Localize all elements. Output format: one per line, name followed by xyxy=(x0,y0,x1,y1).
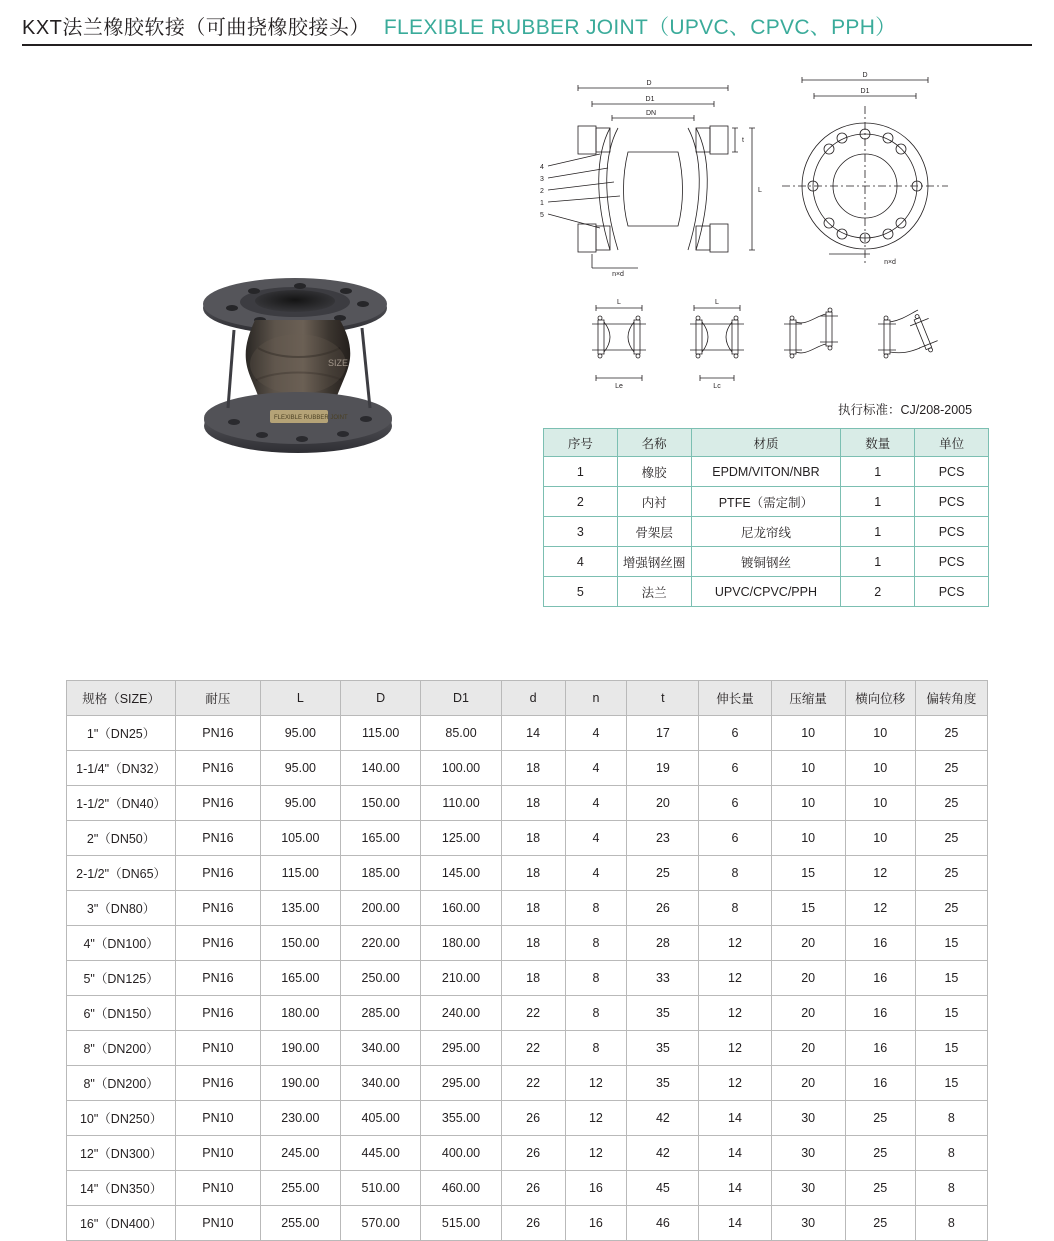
spec-cell-d-small: 18 xyxy=(501,821,565,856)
parts-cell-qty: 1 xyxy=(841,547,915,577)
spec-cell-pressure: PN16 xyxy=(176,996,260,1031)
spec-cell-d1: 355.00 xyxy=(421,1101,501,1136)
spec-header-d-small: d xyxy=(501,681,565,716)
spec-cell-pressure: PN16 xyxy=(176,716,260,751)
spec-cell-compression: 30 xyxy=(771,1206,845,1241)
spec-cell-d-small: 22 xyxy=(501,1031,565,1066)
spec-cell-angular: 8 xyxy=(915,1101,987,1136)
spec-table-body xyxy=(67,716,988,1241)
spec-cell-d1: 460.00 xyxy=(421,1171,501,1206)
svg-text:FLEXIBLE RUBBER JOINT: FLEXIBLE RUBBER JOINT xyxy=(274,415,348,421)
spec-cell-n: 12 xyxy=(565,1136,627,1171)
spec-cell-pressure: PN16 xyxy=(176,751,260,786)
spec-cell-angular: 25 xyxy=(915,891,987,926)
spec-cell-l: 180.00 xyxy=(260,996,340,1031)
spec-cell-l: 95.00 xyxy=(260,786,340,821)
spec-cell-extension: 12 xyxy=(699,1066,771,1101)
svg-text:D1: D1 xyxy=(645,96,655,103)
table-row xyxy=(544,457,989,487)
spec-cell-n: 8 xyxy=(565,1031,627,1066)
spec-cell-extension: 14 xyxy=(699,1171,771,1206)
spec-cell-l: 165.00 xyxy=(260,961,340,996)
spec-cell-d: 115.00 xyxy=(341,716,421,751)
spec-cell-t: 33 xyxy=(627,961,699,996)
spec-table-header-row xyxy=(67,681,988,716)
spec-cell-angular: 15 xyxy=(915,961,987,996)
spec-cell-lateral: 16 xyxy=(845,961,915,996)
table-row xyxy=(67,1031,988,1066)
spec-cell-t: 35 xyxy=(627,1031,699,1066)
spec-cell-d1: 85.00 xyxy=(421,716,501,751)
spec-cell-t: 17 xyxy=(627,716,699,751)
svg-text:4: 4 xyxy=(540,164,544,171)
svg-text:5: 5 xyxy=(540,212,544,219)
spec-cell-d1: 145.00 xyxy=(421,856,501,891)
spec-cell-d: 405.00 xyxy=(341,1101,421,1136)
spec-cell-d: 150.00 xyxy=(341,786,421,821)
spec-cell-d: 340.00 xyxy=(341,1066,421,1101)
spec-cell-l: 115.00 xyxy=(260,856,340,891)
parts-cell-qty: 1 xyxy=(841,457,915,487)
spec-cell-l: 230.00 xyxy=(260,1101,340,1136)
spec-cell-size: 10"（DN250） xyxy=(67,1101,176,1136)
spec-header-d1: D1 xyxy=(421,681,501,716)
spec-cell-l: 245.00 xyxy=(260,1136,340,1171)
spec-cell-compression: 15 xyxy=(771,856,845,891)
spec-cell-l: 150.00 xyxy=(260,926,340,961)
table-row xyxy=(67,1101,988,1136)
spec-cell-size: 2-1/2"（DN65） xyxy=(67,856,176,891)
spec-cell-d-small: 26 xyxy=(501,1171,565,1206)
spec-cell-size: 5"（DN125） xyxy=(67,961,176,996)
spec-cell-n: 12 xyxy=(565,1066,627,1101)
svg-text:L: L xyxy=(758,187,762,194)
spec-cell-t: 46 xyxy=(627,1206,699,1241)
parts-header-unit: 单位 xyxy=(915,429,989,457)
parts-table xyxy=(543,428,989,607)
spec-cell-pressure: PN10 xyxy=(176,1171,260,1206)
spec-cell-size: 6"（DN150） xyxy=(67,996,176,1031)
table-row xyxy=(67,716,988,751)
spec-cell-pressure: PN16 xyxy=(176,961,260,996)
spec-cell-size: 8"（DN200） xyxy=(67,1066,176,1101)
spec-cell-d1: 295.00 xyxy=(421,1066,501,1101)
spec-cell-l: 255.00 xyxy=(260,1171,340,1206)
spec-cell-d-small: 22 xyxy=(501,996,565,1031)
spec-cell-n: 8 xyxy=(565,961,627,996)
spec-cell-compression: 20 xyxy=(771,961,845,996)
spec-cell-extension: 6 xyxy=(699,751,771,786)
table-row xyxy=(67,1136,988,1171)
spec-cell-d: 570.00 xyxy=(341,1206,421,1241)
spec-cell-d-small: 18 xyxy=(501,926,565,961)
spec-cell-compression: 10 xyxy=(771,786,845,821)
spec-cell-d1: 160.00 xyxy=(421,891,501,926)
header-divider xyxy=(22,44,1032,46)
spec-cell-n: 4 xyxy=(565,856,627,891)
parts-cell-unit: PCS xyxy=(915,457,989,487)
parts-cell-qty: 2 xyxy=(841,577,915,607)
parts-cell-material: 镀铜钢丝 xyxy=(691,547,841,577)
parts-header-qty: 数量 xyxy=(841,429,915,457)
spec-cell-pressure: PN10 xyxy=(176,1206,260,1241)
svg-text:D: D xyxy=(862,72,868,79)
svg-text:L: L xyxy=(617,299,621,306)
parts-cell-no: 2 xyxy=(544,487,618,517)
parts-cell-unit: PCS xyxy=(915,547,989,577)
svg-text:Lc: Lc xyxy=(713,383,721,390)
spec-cell-size: 4"（DN100） xyxy=(67,926,176,961)
spec-cell-size: 2"（DN50） xyxy=(67,821,176,856)
spec-cell-d-small: 26 xyxy=(501,1206,565,1241)
parts-header-name: 名称 xyxy=(617,429,691,457)
spec-cell-extension: 12 xyxy=(699,926,771,961)
spec-cell-size: 14"（DN350） xyxy=(67,1171,176,1206)
parts-cell-qty: 1 xyxy=(841,517,915,547)
spec-cell-d-small: 18 xyxy=(501,751,565,786)
spec-cell-compression: 20 xyxy=(771,1031,845,1066)
table-row xyxy=(67,961,988,996)
parts-cell-no: 4 xyxy=(544,547,618,577)
parts-header-material: 材质 xyxy=(691,429,841,457)
parts-cell-unit: PCS xyxy=(915,577,989,607)
spec-cell-compression: 15 xyxy=(771,891,845,926)
spec-header-size: 规格（SIZE） xyxy=(67,681,176,716)
spec-cell-lateral: 10 xyxy=(845,716,915,751)
spec-cell-size: 1-1/2"（DN40） xyxy=(67,786,176,821)
parts-cell-qty: 1 xyxy=(841,487,915,517)
page-title-en: FLEXIBLE RUBBER JOINT（UPVC、CPVC、PPH） xyxy=(383,16,897,39)
spec-cell-angular: 8 xyxy=(915,1206,987,1241)
spec-cell-lateral: 12 xyxy=(845,891,915,926)
spec-cell-t: 28 xyxy=(627,926,699,961)
spec-cell-d1: 295.00 xyxy=(421,1031,501,1066)
spec-cell-lateral: 16 xyxy=(845,1066,915,1101)
spec-cell-d: 285.00 xyxy=(341,996,421,1031)
spec-cell-n: 4 xyxy=(565,786,627,821)
spec-cell-t: 35 xyxy=(627,996,699,1031)
spec-cell-lateral: 25 xyxy=(845,1136,915,1171)
spec-cell-d1: 240.00 xyxy=(421,996,501,1031)
spec-cell-pressure: PN10 xyxy=(176,1101,260,1136)
spec-cell-d: 445.00 xyxy=(341,1136,421,1171)
spec-cell-d: 200.00 xyxy=(341,891,421,926)
spec-cell-d1: 180.00 xyxy=(421,926,501,961)
parts-cell-unit: PCS xyxy=(915,517,989,547)
table-row xyxy=(67,1171,988,1206)
spec-cell-angular: 25 xyxy=(915,751,987,786)
spec-cell-angular: 15 xyxy=(915,926,987,961)
spec-cell-lateral: 25 xyxy=(845,1171,915,1206)
spec-cell-l: 190.00 xyxy=(260,1031,340,1066)
table-row xyxy=(544,517,989,547)
spec-cell-compression: 10 xyxy=(771,821,845,856)
svg-text:DN: DN xyxy=(645,110,657,117)
spec-header-pressure: 耐压 xyxy=(176,681,260,716)
table-row xyxy=(67,821,988,856)
parts-cell-material: UPVC/CPVC/PPH xyxy=(691,577,841,607)
spec-cell-pressure: PN10 xyxy=(176,1031,260,1066)
spec-cell-pressure: PN16 xyxy=(176,821,260,856)
spec-cell-t: 19 xyxy=(627,751,699,786)
spec-cell-angular: 15 xyxy=(915,1031,987,1066)
spec-cell-pressure: PN16 xyxy=(176,891,260,926)
spec-cell-size: 8"（DN200） xyxy=(67,1031,176,1066)
spec-cell-d-small: 18 xyxy=(501,891,565,926)
spec-cell-pressure: PN16 xyxy=(176,1066,260,1101)
spec-cell-lateral: 10 xyxy=(845,786,915,821)
parts-cell-material: PTFE（需定制） xyxy=(691,487,841,517)
spec-cell-size: 1-1/4"（DN32） xyxy=(67,751,176,786)
spec-cell-l: 105.00 xyxy=(260,821,340,856)
spec-cell-d1: 100.00 xyxy=(421,751,501,786)
spec-cell-d: 340.00 xyxy=(341,1031,421,1066)
spec-cell-pressure: PN16 xyxy=(176,926,260,961)
table-row xyxy=(67,926,988,961)
svg-text:L: L xyxy=(715,299,719,306)
spec-cell-compression: 30 xyxy=(771,1136,845,1171)
spec-cell-extension: 8 xyxy=(699,856,771,891)
svg-text:SIZE: SIZE xyxy=(328,358,349,368)
product-photo xyxy=(150,268,480,468)
spec-cell-size: 12"（DN300） xyxy=(67,1136,176,1171)
parts-cell-name: 法兰 xyxy=(617,577,691,607)
parts-header-no: 序号 xyxy=(544,429,618,457)
spec-cell-extension: 6 xyxy=(699,821,771,856)
spec-cell-angular: 8 xyxy=(915,1136,987,1171)
spec-cell-d: 165.00 xyxy=(341,821,421,856)
table-row xyxy=(67,751,988,786)
table-row xyxy=(544,487,989,517)
svg-text:1: 1 xyxy=(540,200,544,207)
table-row xyxy=(67,891,988,926)
spec-cell-n: 4 xyxy=(565,716,627,751)
spec-cell-n: 16 xyxy=(565,1206,627,1241)
spec-cell-pressure: PN10 xyxy=(176,1136,260,1171)
svg-text:3: 3 xyxy=(540,176,544,183)
parts-cell-name: 增强钢丝圈 xyxy=(617,547,691,577)
table-row xyxy=(67,996,988,1031)
spec-cell-t: 42 xyxy=(627,1101,699,1136)
spec-cell-n: 8 xyxy=(565,891,627,926)
spec-cell-d-small: 18 xyxy=(501,961,565,996)
table-row xyxy=(544,577,989,607)
spec-cell-l: 255.00 xyxy=(260,1206,340,1241)
parts-cell-name: 骨架层 xyxy=(617,517,691,547)
parts-cell-no: 3 xyxy=(544,517,618,547)
spec-cell-angular: 15 xyxy=(915,1066,987,1101)
spec-cell-d: 140.00 xyxy=(341,751,421,786)
drawings-svg xyxy=(530,58,1030,398)
spec-header-l: L xyxy=(260,681,340,716)
spec-cell-compression: 10 xyxy=(771,751,845,786)
table-row xyxy=(67,786,988,821)
spec-cell-d: 185.00 xyxy=(341,856,421,891)
spec-cell-d-small: 18 xyxy=(501,786,565,821)
spec-cell-compression: 30 xyxy=(771,1171,845,1206)
spec-cell-extension: 14 xyxy=(699,1101,771,1136)
spec-cell-d: 250.00 xyxy=(341,961,421,996)
spec-cell-t: 35 xyxy=(627,1066,699,1101)
spec-cell-extension: 14 xyxy=(699,1206,771,1241)
svg-text:D: D xyxy=(646,80,652,87)
svg-text:2: 2 xyxy=(540,188,544,195)
parts-cell-unit: PCS xyxy=(915,487,989,517)
spec-cell-angular: 8 xyxy=(915,1171,987,1206)
spec-cell-t: 45 xyxy=(627,1171,699,1206)
spec-cell-extension: 12 xyxy=(699,1031,771,1066)
spec-cell-angular: 25 xyxy=(915,821,987,856)
table-row xyxy=(67,1066,988,1101)
spec-cell-extension: 12 xyxy=(699,996,771,1031)
spec-cell-n: 12 xyxy=(565,1101,627,1136)
spec-cell-t: 42 xyxy=(627,1136,699,1171)
spec-cell-l: 190.00 xyxy=(260,1066,340,1101)
spec-cell-n: 4 xyxy=(565,821,627,856)
spec-cell-t: 20 xyxy=(627,786,699,821)
spec-cell-compression: 20 xyxy=(771,926,845,961)
spec-cell-size: 1"（DN25） xyxy=(67,716,176,751)
page-header xyxy=(0,0,1054,46)
svg-text:n×d: n×d xyxy=(612,271,624,278)
parts-cell-no: 1 xyxy=(544,457,618,487)
spec-cell-extension: 6 xyxy=(699,716,771,751)
parts-cell-name: 橡胶 xyxy=(617,457,691,487)
spec-cell-lateral: 10 xyxy=(845,751,915,786)
spec-cell-t: 26 xyxy=(627,891,699,926)
parts-cell-material: 尼龙帘线 xyxy=(691,517,841,547)
spec-cell-l: 95.00 xyxy=(260,716,340,751)
spec-cell-extension: 8 xyxy=(699,891,771,926)
spec-cell-extension: 14 xyxy=(699,1136,771,1171)
spec-cell-compression: 20 xyxy=(771,1066,845,1101)
spec-cell-n: 8 xyxy=(565,926,627,961)
product-photo-illustration xyxy=(150,268,480,468)
spec-cell-lateral: 25 xyxy=(845,1101,915,1136)
spec-cell-d1: 210.00 xyxy=(421,961,501,996)
spec-cell-lateral: 12 xyxy=(845,856,915,891)
spec-cell-angular: 15 xyxy=(915,996,987,1031)
spec-cell-size: 16"（DN400） xyxy=(67,1206,176,1241)
spec-cell-d-small: 26 xyxy=(501,1136,565,1171)
spec-cell-l: 135.00 xyxy=(260,891,340,926)
spec-cell-lateral: 16 xyxy=(845,926,915,961)
spec-cell-angular: 25 xyxy=(915,786,987,821)
spec-cell-d1: 515.00 xyxy=(421,1206,501,1241)
spec-header-d: D xyxy=(341,681,421,716)
spec-cell-d1: 400.00 xyxy=(421,1136,501,1171)
spec-cell-extension: 6 xyxy=(699,786,771,821)
spec-cell-n: 8 xyxy=(565,996,627,1031)
spec-cell-angular: 25 xyxy=(915,716,987,751)
spec-cell-lateral: 25 xyxy=(845,1206,915,1241)
spec-cell-d-small: 22 xyxy=(501,1066,565,1101)
spec-cell-pressure: PN16 xyxy=(176,856,260,891)
spec-header-angular: 偏转角度 xyxy=(915,681,987,716)
table-row xyxy=(67,1206,988,1241)
spec-cell-pressure: PN16 xyxy=(176,786,260,821)
parts-table-header-row xyxy=(544,429,989,457)
spec-cell-size: 3"（DN80） xyxy=(67,891,176,926)
svg-text:t: t xyxy=(742,137,744,144)
spec-cell-lateral: 16 xyxy=(845,996,915,1031)
spec-header-compression: 压缩量 xyxy=(771,681,845,716)
spec-cell-d-small: 26 xyxy=(501,1101,565,1136)
spec-header-lateral: 横向位移 xyxy=(845,681,915,716)
spec-cell-d: 220.00 xyxy=(341,926,421,961)
spec-cell-lateral: 10 xyxy=(845,821,915,856)
spec-cell-n: 4 xyxy=(565,751,627,786)
spec-header-extension: 伸长量 xyxy=(699,681,771,716)
svg-text:n×d: n×d xyxy=(884,259,896,266)
spec-cell-d: 510.00 xyxy=(341,1171,421,1206)
spec-cell-lateral: 16 xyxy=(845,1031,915,1066)
parts-cell-no: 5 xyxy=(544,577,618,607)
spec-cell-d1: 125.00 xyxy=(421,821,501,856)
specification-table xyxy=(66,680,988,1241)
spec-cell-l: 95.00 xyxy=(260,751,340,786)
spec-cell-compression: 20 xyxy=(771,996,845,1031)
parts-cell-material: EPDM/VITON/NBR xyxy=(691,457,841,487)
spec-cell-compression: 30 xyxy=(771,1101,845,1136)
spec-header-t: t xyxy=(627,681,699,716)
technical-drawings xyxy=(530,58,1030,398)
table-row xyxy=(67,856,988,891)
table-row xyxy=(544,547,989,577)
spec-cell-t: 23 xyxy=(627,821,699,856)
page-title-cn: KXT法兰橡胶软接（可曲挠橡胶接头） xyxy=(22,17,370,39)
parts-cell-name: 内衬 xyxy=(617,487,691,517)
spec-cell-t: 25 xyxy=(627,856,699,891)
spec-cell-angular: 25 xyxy=(915,856,987,891)
spec-cell-n: 16 xyxy=(565,1171,627,1206)
svg-text:D1: D1 xyxy=(860,88,870,95)
svg-text:Le: Le xyxy=(615,383,623,390)
spec-cell-extension: 12 xyxy=(699,961,771,996)
standard-note: 执行标准：CJ/208-2005 xyxy=(838,403,973,417)
spec-cell-compression: 10 xyxy=(771,716,845,751)
spec-cell-d-small: 18 xyxy=(501,856,565,891)
spec-cell-d-small: 14 xyxy=(501,716,565,751)
spec-header-n: n xyxy=(565,681,627,716)
spec-cell-d1: 110.00 xyxy=(421,786,501,821)
